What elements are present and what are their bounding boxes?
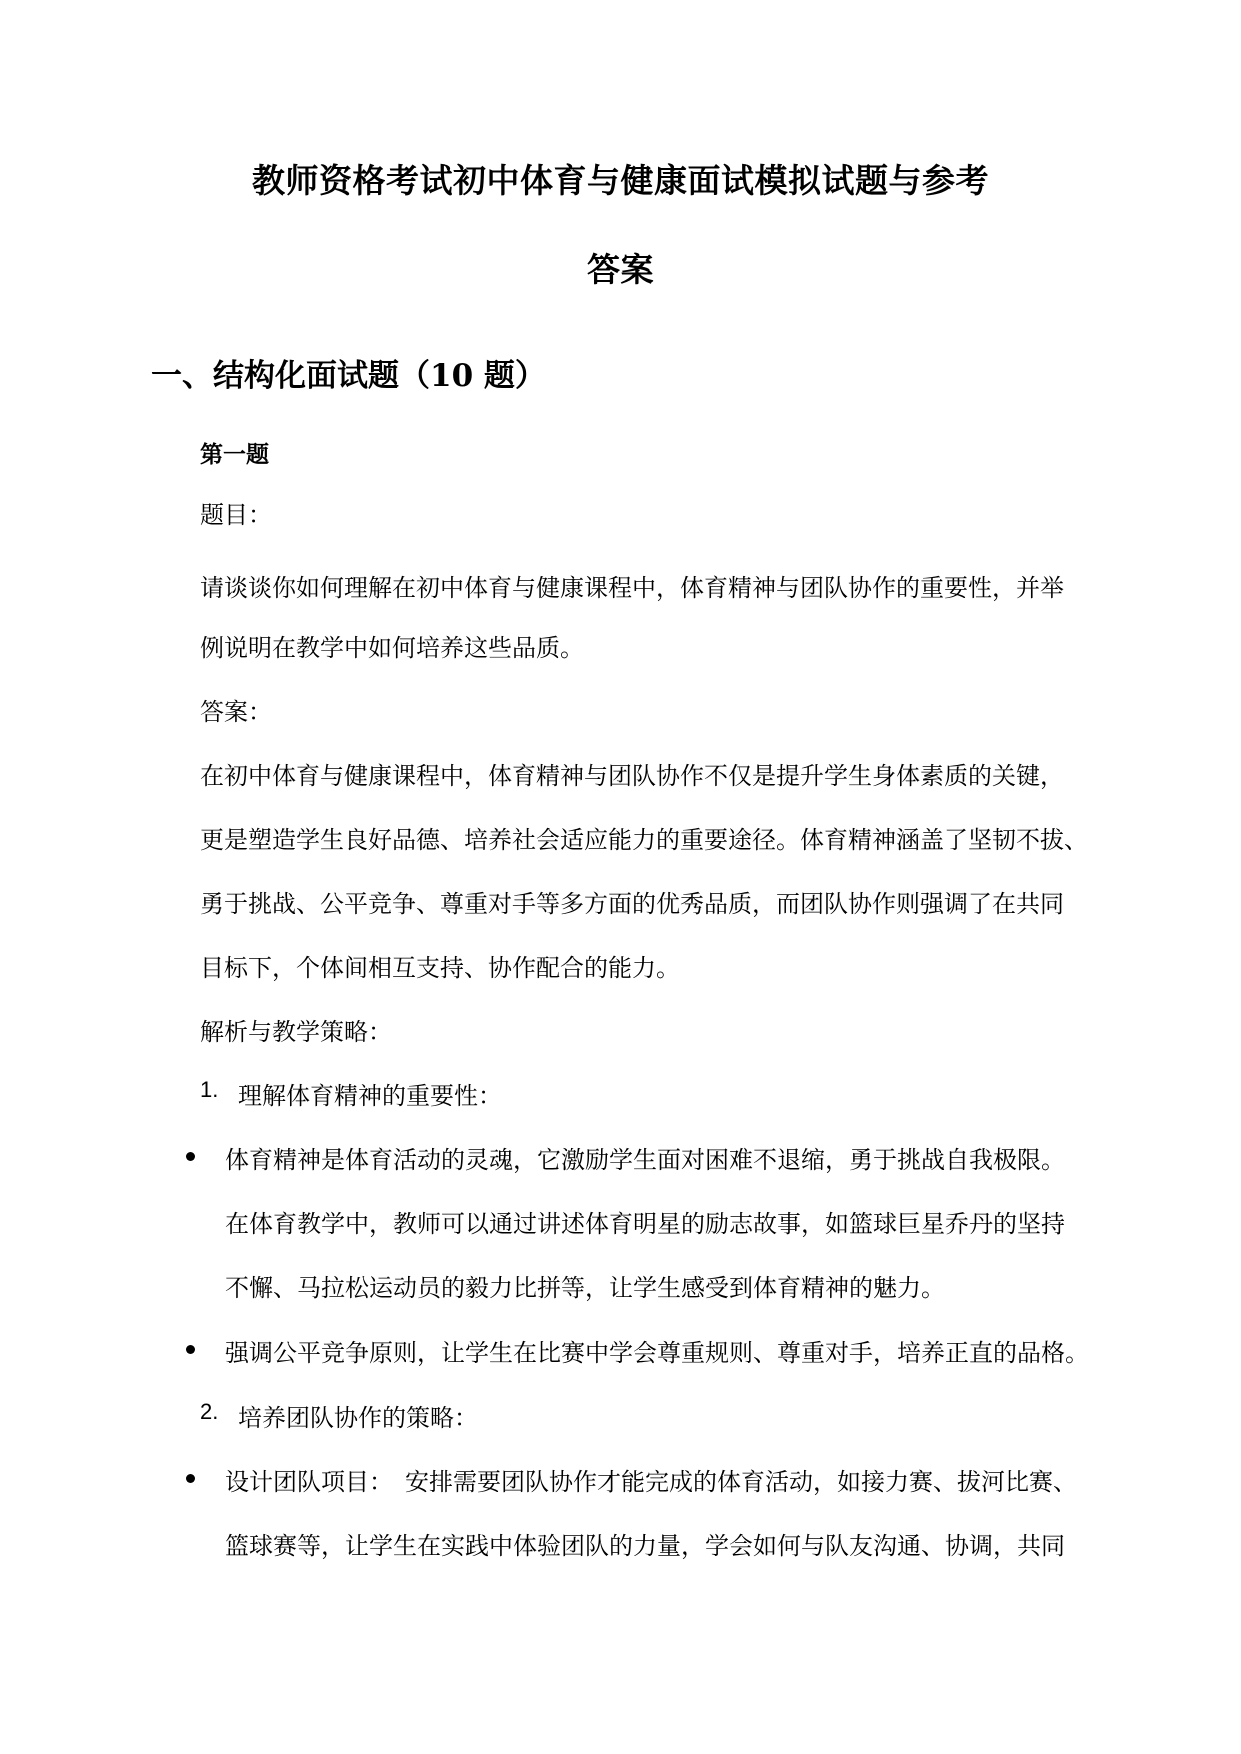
bullet-dot <box>186 1152 195 1161</box>
answer-line-4: 目标下，个体间相互支持、协作配合的能力。 <box>200 954 680 982</box>
bullet-2-line-1: 强调公平竞争原则，让学生在比赛中学会尊重规则、尊重对手，培养正直的品格。 <box>225 1339 1089 1367</box>
list-number-1: 1. <box>200 1077 219 1102</box>
answer-line-1: 在初中体育与健康课程中，体育精神与团队协作不仅是提升学生身体素质的关键， <box>200 762 1064 790</box>
answer-line-3: 勇于挑战、公平竞争、尊重对手等多方面的优秀品质，而团队协作则强调了在共同 <box>200 890 1064 918</box>
bullet-3-line-2: 篮球赛等，让学生在实践中体验团队的力量，学会如何与队友沟通、协调，共同 <box>225 1532 1065 1560</box>
list-number-2: 2. <box>200 1399 219 1424</box>
point1-title: 理解体育精神的重要性： <box>238 1082 502 1110</box>
bullet-1-line-3: 不懈、马拉松运动员的毅力比拼等，让学生感受到体育精神的魅力。 <box>225 1274 945 1302</box>
prompt-line-1: 请谈谈你如何理解在初中体育与健康课程中，体育精神与团队协作的重要性，并举 <box>200 574 1064 602</box>
point2-title: 培养团队协作的策略： <box>238 1404 478 1432</box>
bullet-1-line-1: 体育精神是体育活动的灵魂，它激励学生面对困难不退缩，勇于挑战自我极限。 <box>225 1146 1065 1174</box>
bullet-dot <box>186 1474 195 1483</box>
analysis-label: 解析与教学策略： <box>200 1018 392 1046</box>
section-heading: 一、结构化面试题（10 题） <box>151 358 546 394</box>
bullet-dot <box>186 1345 195 1354</box>
bullet-3-line-1: 设计团队项目： 安排需要团队协作才能完成的体育活动，如接力赛、拔河比赛、 <box>225 1468 1077 1496</box>
question-heading: 第一题 <box>200 441 269 468</box>
document-title-line-1: 教师资格考试初中体育与健康面试模拟试题与参考 <box>252 161 989 200</box>
answer-line-2: 更是塑造学生良好品德、培养社会适应能力的重要途径。体育精神涵盖了坚韧不拔、 <box>200 826 1088 854</box>
document-title-line-2: 答案 <box>587 250 654 289</box>
prompt-line-2: 例说明在教学中如何培养这些品质。 <box>200 634 584 662</box>
bullet-1-line-2: 在体育教学中，教师可以通过讲述体育明星的励志故事，如篮球巨星乔丹的坚持 <box>225 1210 1065 1238</box>
prompt-label: 题目： <box>200 501 272 529</box>
answer-label: 答案： <box>200 698 272 726</box>
